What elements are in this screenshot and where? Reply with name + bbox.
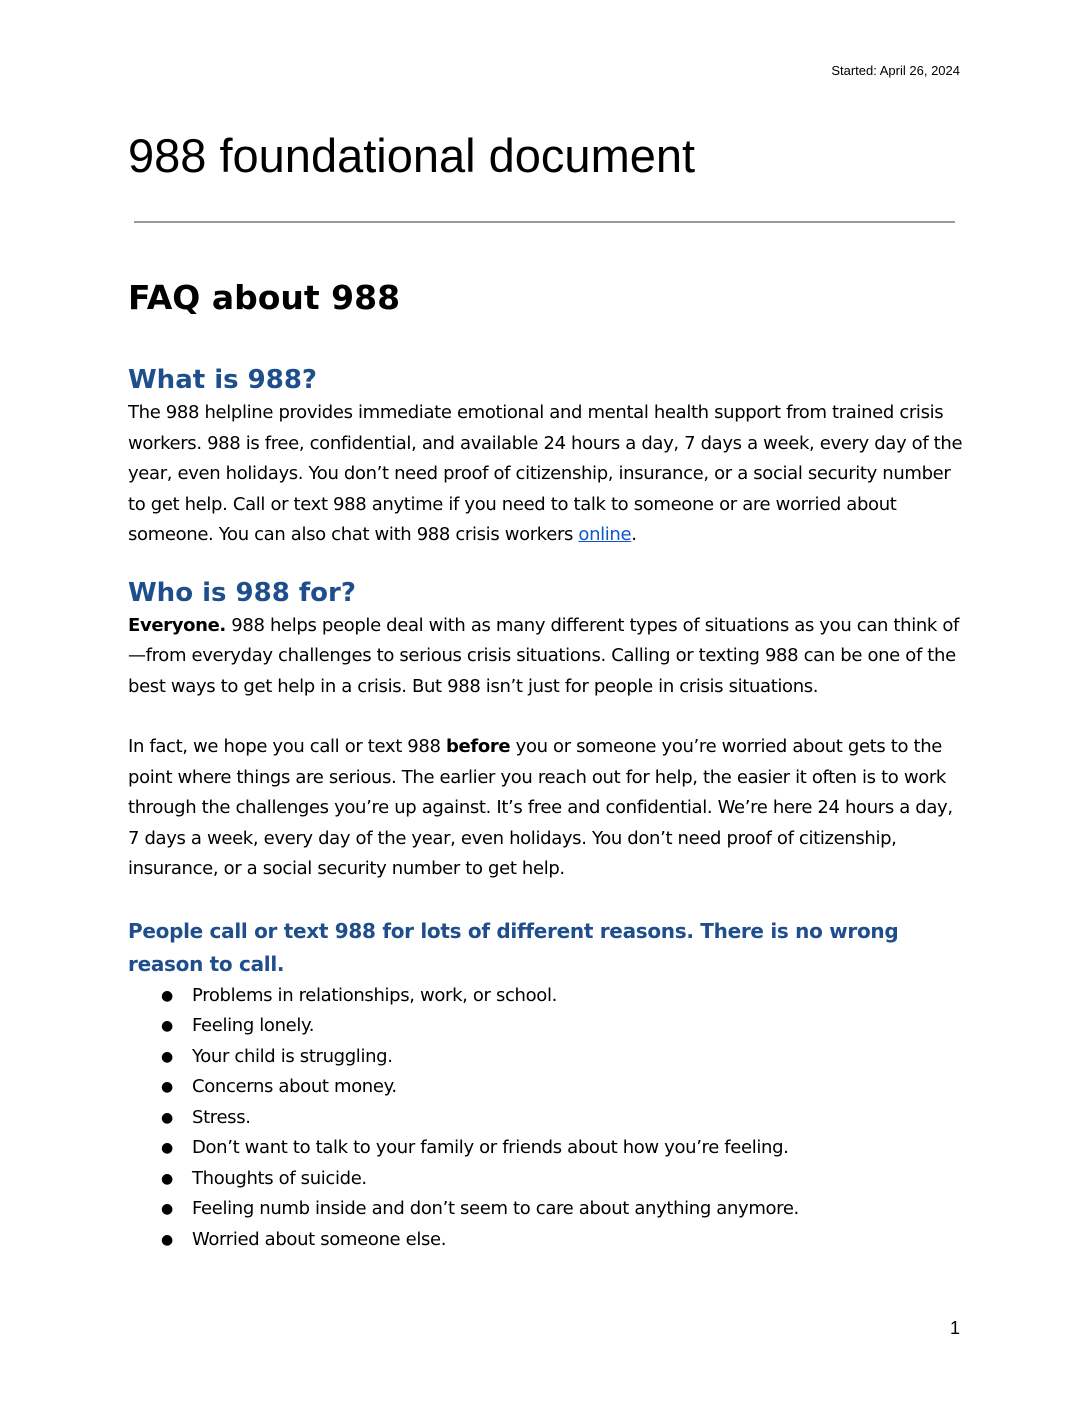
list-item bbox=[128, 1042, 964, 1073]
paragraph-2-end: you or someone you’re worried about gets to the point where things are serious. The earlier you reach out for help, the easier it often is to work through the challenges you’re up against. It’s free and confidential. We’re here 24 hours a day, 7 days a week, every day of the year, even holidays. You don’t need proof of citizenship, insurance, or a social security number to get help. bbox=[128, 736, 953, 879]
bullet-icon: ● bbox=[161, 987, 173, 1004]
list-item-text: Don’t want to talk to your family or friends about how you’re feeling. bbox=[192, 1137, 789, 1158]
question-who-is-988-for: Who is 988 for? bbox=[128, 577, 356, 608]
list-item bbox=[128, 1103, 964, 1134]
answer-what-is-988 bbox=[128, 398, 964, 551]
list-item bbox=[128, 1011, 964, 1042]
list-item-text: Your child is struggling. bbox=[192, 1045, 393, 1067]
bullet-icon: ● bbox=[161, 1079, 173, 1095]
started-date: Started: April 26, 2024 bbox=[831, 63, 960, 78]
list-item-text: Problems in relationships, work, or school. bbox=[192, 984, 557, 1006]
list-item-text: Feeling numb inside and don’t seem to care about anything anymore. bbox=[192, 1198, 799, 1219]
list-item bbox=[128, 1164, 964, 1195]
bullet-icon: ● bbox=[161, 1201, 173, 1217]
list-item bbox=[128, 1133, 964, 1164]
bullet-icon: ● bbox=[161, 1170, 173, 1187]
list-item bbox=[128, 1194, 964, 1225]
list-item bbox=[128, 1072, 964, 1103]
paragraph-1-text: 988 helps people deal with as many different types of situations as you can think of—from everyday challenges to serious crisis situations. Calling or texting 988 can be one of the best ways to get help in a crisis. But 988 isn’t just for people in crisis situations. bbox=[128, 614, 959, 697]
answer-period: . bbox=[631, 524, 637, 545]
list-item-text: Feeling lonely. bbox=[192, 1015, 315, 1036]
list-item-text: Stress. bbox=[192, 1106, 251, 1128]
bullet-icon: ● bbox=[161, 1109, 173, 1126]
list-item-text: Concerns about money. bbox=[192, 1076, 397, 1097]
reasons-heading: People call or text 988 for lots of different reasons. There is no wrong reason to call. bbox=[128, 918, 899, 976]
list-item bbox=[128, 1225, 964, 1256]
document-body bbox=[128, 276, 964, 1255]
page-number: 1 bbox=[949, 1318, 960, 1338]
bullet-icon: ● bbox=[161, 1048, 173, 1065]
answer-paragraph-1 bbox=[128, 611, 964, 703]
everyone-lead: Everyone. bbox=[128, 614, 226, 636]
document-title: 988 foundational document bbox=[128, 129, 696, 182]
bullet-icon: ● bbox=[161, 1231, 173, 1248]
online-chat-link[interactable]: online bbox=[578, 524, 632, 545]
question-what-is-988: What is 988? bbox=[128, 365, 318, 395]
bullet-icon: ● bbox=[161, 1018, 173, 1034]
answer-paragraph-2 bbox=[128, 732, 964, 885]
reasons-list bbox=[128, 981, 964, 1256]
faq-heading: FAQ about 988 bbox=[128, 278, 401, 317]
bullet-icon: ● bbox=[161, 1140, 173, 1156]
list-item-text: Worried about someone else. bbox=[192, 1228, 447, 1250]
answer-text: The 988 helpline provides immediate emotional and mental health support from trained crisis workers. 988 is free, confidential, and available 24 hours a day, 7 days a week, every day of the year, even holidays. You don’t need proof of citizenship, insurance, or a social security number to get help. Call or text 988 anytime if you need to talk to someone or are worried about someone. You can also chat with 988 crisis workers bbox=[128, 402, 963, 545]
before-emphasis: before bbox=[445, 736, 511, 757]
list-item bbox=[128, 981, 964, 1012]
paragraph-2-start: In fact, we hope you call or text 988 bbox=[128, 736, 446, 757]
list-item-text: Thoughts of suicide. bbox=[192, 1167, 367, 1189]
title-divider bbox=[134, 221, 955, 223]
